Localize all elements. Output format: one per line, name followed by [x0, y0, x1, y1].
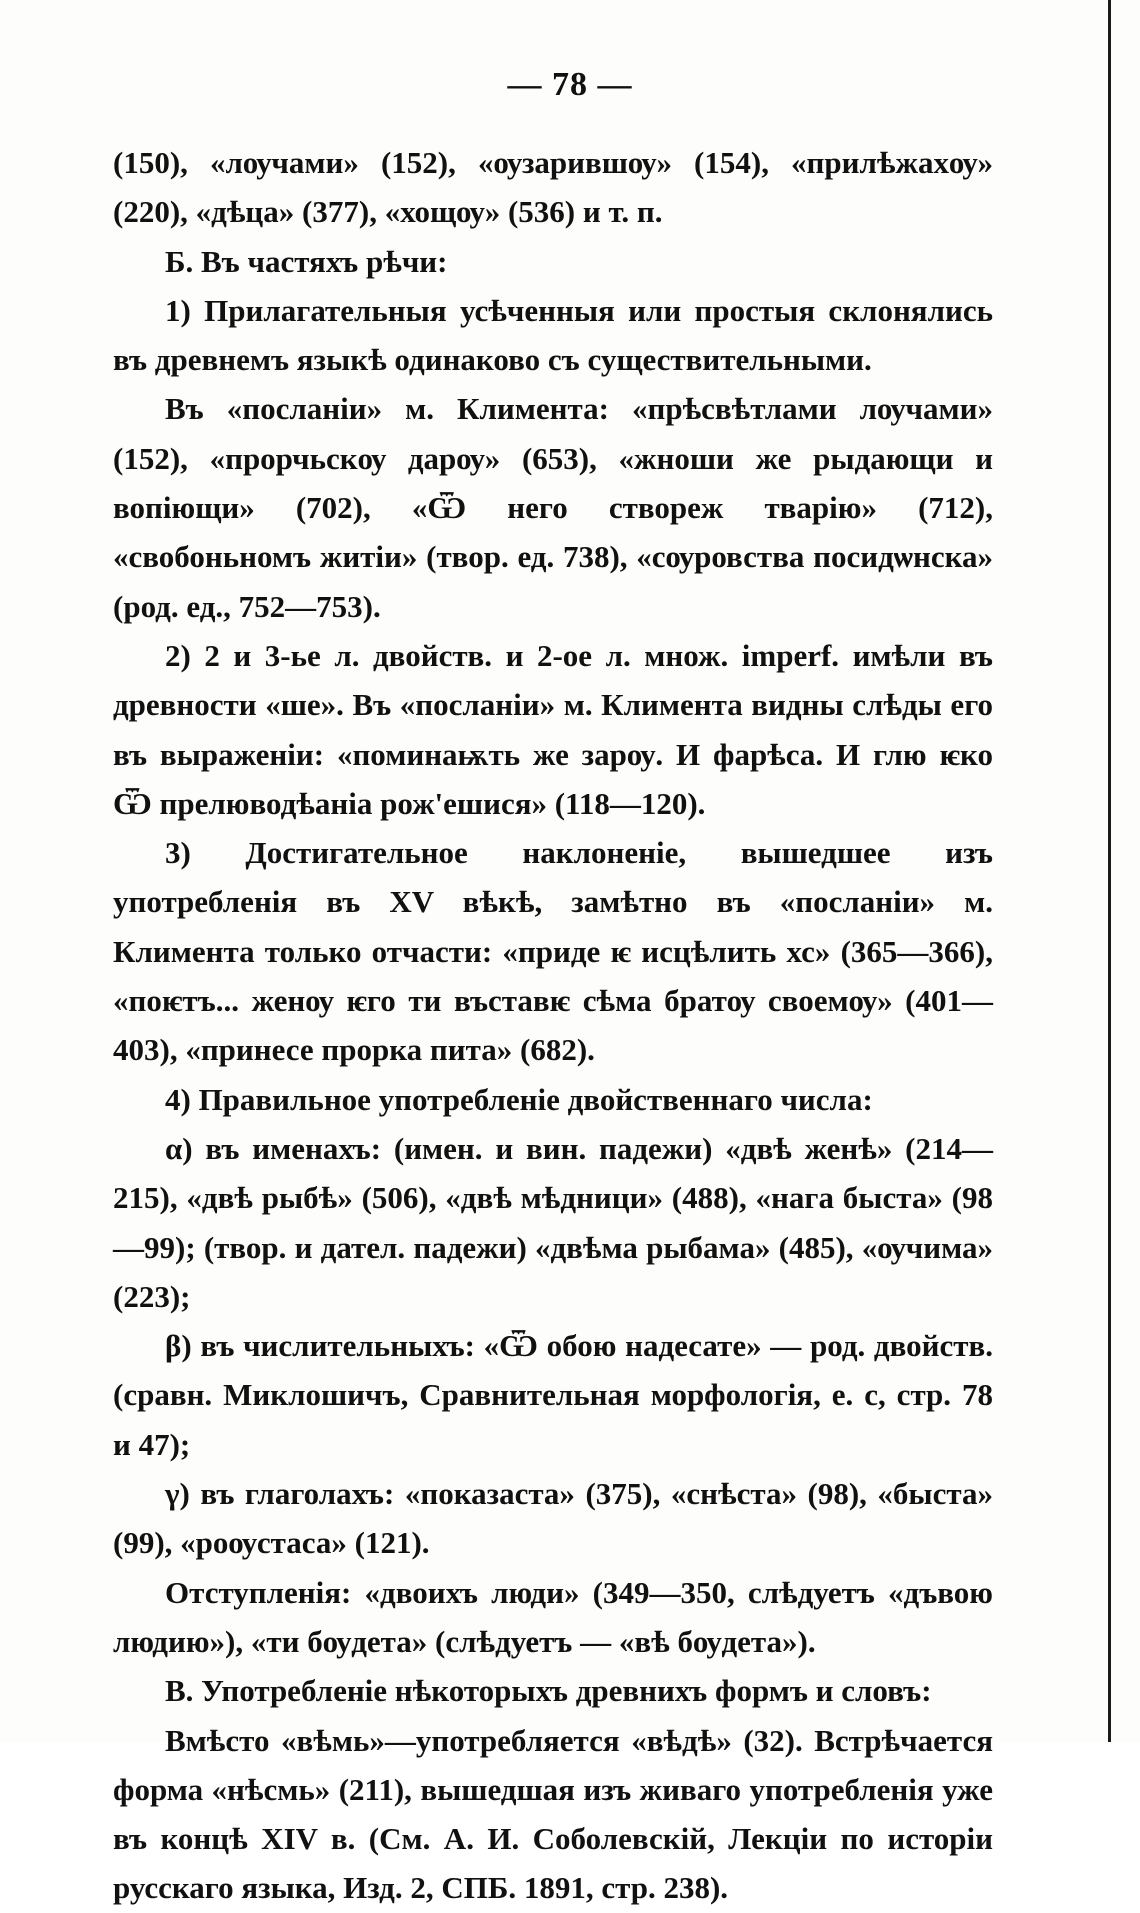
paragraph-adjectives: 1) Прилагательныя усѣченныя или простыя склонялись въ древнемъ языкѣ одинаково съ существительными. — [113, 292, 993, 378]
page-edge-line — [1108, 0, 1111, 1742]
page-number: — 78 — — [507, 66, 633, 103]
section-heading-parts-of-speech: Б. Въ частяхъ рѣчи: — [165, 243, 448, 279]
paragraph-dual-nouns: α) въ именахъ: (имен. и вин. падежи) «двѣ женѣ» (214—215), «двѣ рыбѣ» (506), «двѣ мѣдници» (488), «нага быста» (98—99); (твор. и дател. падежи) «двѣма рыбама» (485), «ѹчима» (223); — [113, 1130, 993, 1314]
section-heading-ancient-forms: В. Употребленіе нѣкоторыхъ древнихъ формъ и словъ: — [165, 1673, 932, 1709]
paragraph-imperfect: 2) 2 и 3-ье л. двойств. и 2-ое л. множ. imperf. имѣли въ древности «ше». Въ «посланіи» м. Климента видны слѣды его въ выраженіи: «поминаѭть же зарѹ. И фарѣса. И глю ѥко Ѿ прелюводѣаніа рож'ешися» (118—120). — [113, 637, 993, 821]
body-text — [113, 138, 993, 1913]
paragraph-dual-numerals: β) въ числительныхъ: «Ѿ обою надесате» — род. двойств. (сравн. Миклошичъ, Сравнительная морфологія, е. с, стр. 78 и 47); — [113, 1328, 993, 1462]
paragraph-ancient-forms: Вмѣсто «вѣмь»—употребляется «вѣдѣ» (32). Встрѣчается форма «нѣсмь» (211), вышедшая изъ живаго употребленія уже въ концѣ XIV в. (См. А. И. Соболевскій, Лекціи по исторіи русскаго языка, Изд. 2, СПБ. 1891, стр. 238). — [113, 1722, 993, 1906]
paragraph-supine: 3) Достигательное наклоненіе, вышедшее изъ употребленія въ XV вѣкѣ, замѣтно въ «посланіи» м. Климента только отчасти: «приде ѥ исцѣлить хс» (365—366), «поѥтъ... женѹ ѥго ти въставѥ сѣма братѹ своемѹ» (401—403), «принесе прорка пита» (682). — [113, 835, 993, 1068]
paragraph-epistle-adjectives: Въ «посланіи» м. Климента: «прѣсвѣтлами лѹчами» (152), «прорчьскѹ дарѹ» (653), «жноши же рыдающи и вопіющи» (702), «Ѿ него створеж тварію» (712), «свобоньномъ житіи» (твор. ед. 738), «сѹровства посидѡнска» (род. ед., 752—753). — [113, 391, 993, 624]
paragraph-dual-verbs: γ) въ глаголахъ: «показаста» (375), «снѣста» (98), «быста» (99), «роѹстаса» (121). — [113, 1476, 993, 1561]
paragraph-examples-continued: (150), «лѹчами» (152), «ѹзарившѹ» (154), «прилѣжахѹ» (220), «дѣца» (377), «хощѹ» (536) и т. п. — [113, 145, 993, 230]
paragraph-deviations: Отступленія: «двоихъ люди» (349—350, слѣдуетъ «дъвою людию»), «ти бѹдета» (слѣдуетъ — «вѣ бѹдета»). — [113, 1574, 993, 1659]
paragraph-dual-heading: 4) Правильное употребленіе двойственнаго числа: — [165, 1081, 873, 1117]
